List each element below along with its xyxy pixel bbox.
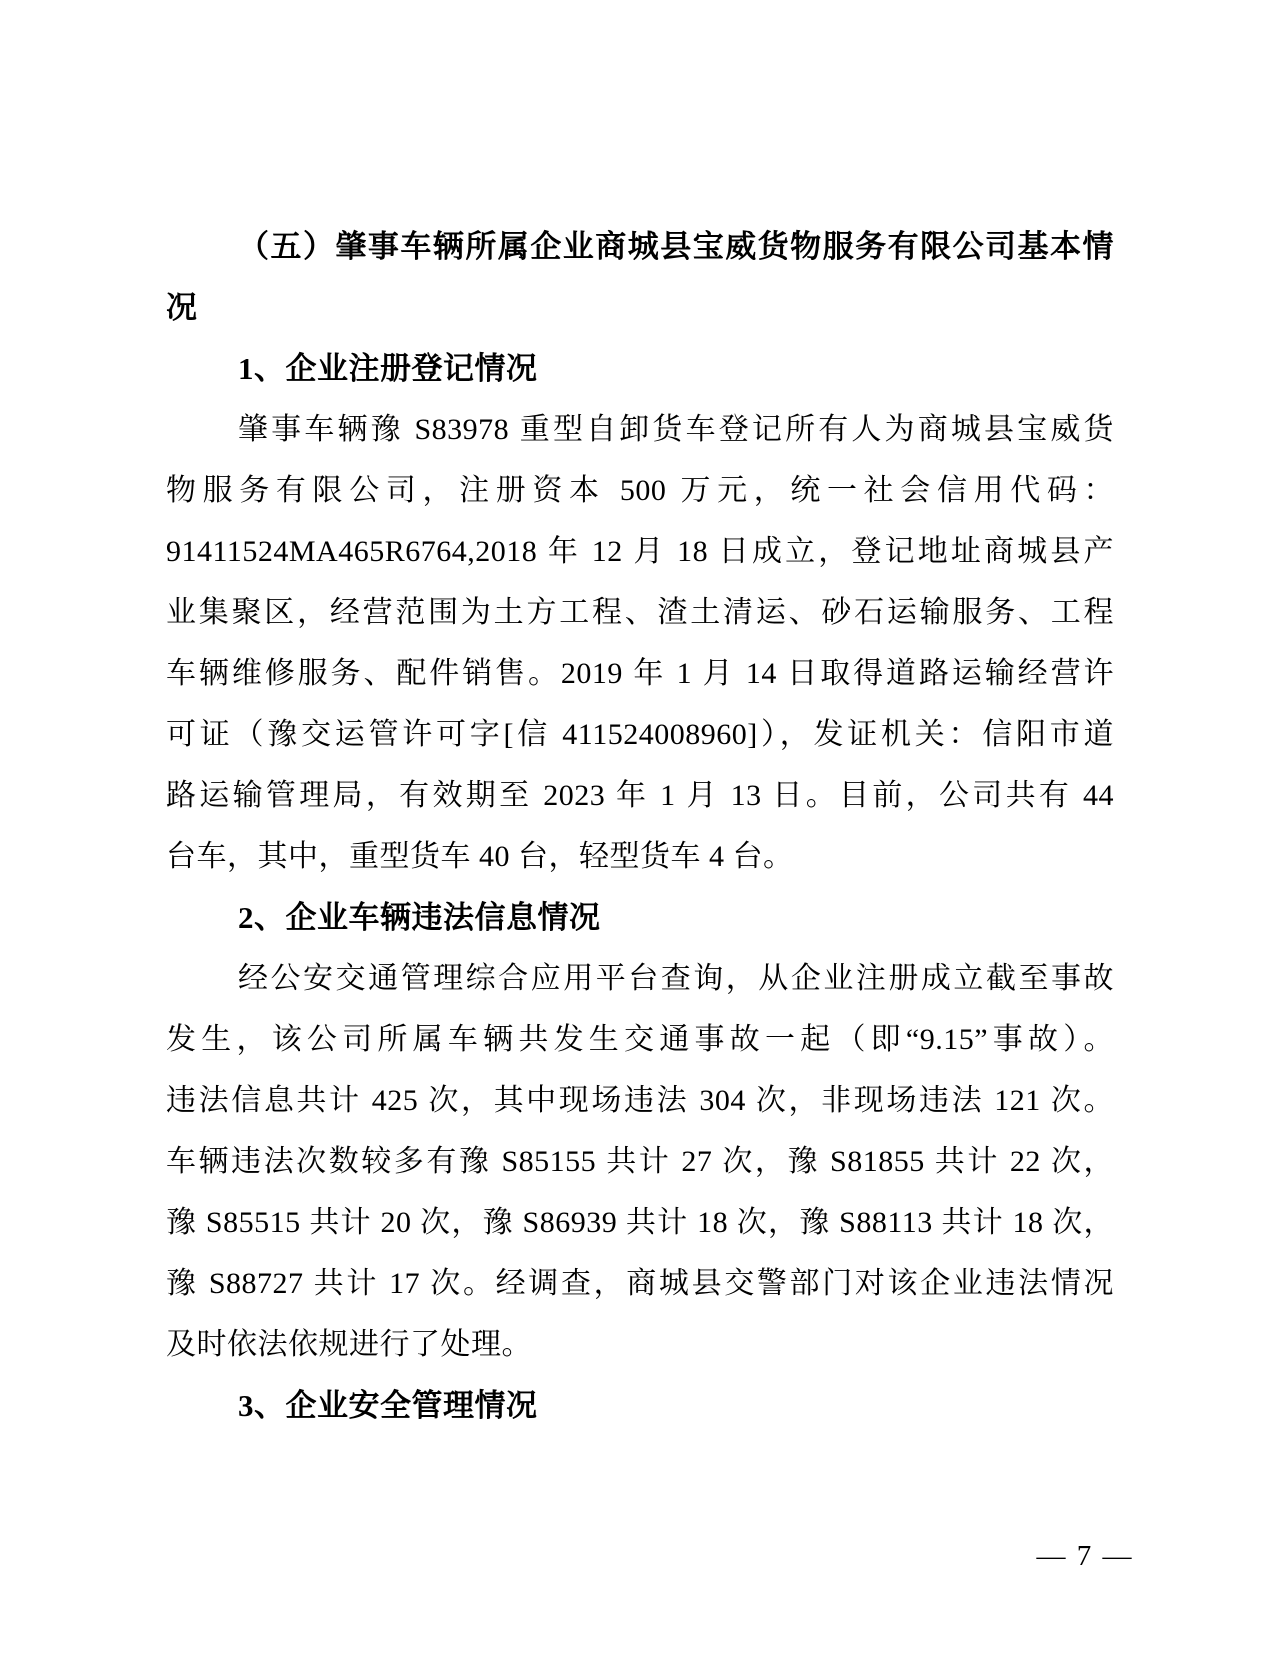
paragraph-line: 车辆维修服务、配件销售。2019 年 1 月 14 日取得道路运输经营许 xyxy=(166,657,1114,690)
page-number: — 7 — xyxy=(1036,1540,1134,1572)
paragraph-line: 91411524MA465R6764,2018 年 12 月 18 日成立，登记地址商城县产 xyxy=(166,535,1114,568)
section-heading-line-2: 况 xyxy=(166,290,198,325)
paragraph-line: 台车，其中，重型货车 40 台，轻型货车 4 台。 xyxy=(166,840,794,873)
paragraph-line: 肇事车辆豫 S83978 重型自卸货车登记所有人为商城县宝威货 xyxy=(238,413,1114,446)
paragraph-line: 车辆违法次数较多有豫 S85155 共计 27 次，豫 S81855 共计 22 次， xyxy=(166,1145,1114,1178)
paragraph-line: 经公安交通管理综合应用平台查询，从企业注册成立截至事故 xyxy=(238,962,1114,995)
paragraph-line: 豫 S85515 共计 20 次，豫 S86939 共计 18 次，豫 S88113 共计 18 次， xyxy=(166,1206,1114,1239)
paragraph-line: 业集聚区，经营范围为土方工程、渣土清运、砂石运输服务、工程 xyxy=(166,596,1114,629)
section-heading-line-1: （五）肇事车辆所属企业商城县宝威货物服务有限公司基本情 xyxy=(238,229,1114,264)
paragraph-line: 发生，该公司所属车辆共发生交通事故一起（即“9.15”事故）。 xyxy=(166,1023,1114,1056)
paragraph-line: 违法信息共计 425 次，其中现场违法 304 次，非现场违法 121 次。 xyxy=(166,1084,1114,1117)
paragraph-line: 及时依法依规进行了处理。 xyxy=(166,1328,532,1361)
subsection-1-title: 1、企业注册登记情况 xyxy=(238,351,538,386)
document-body xyxy=(166,216,1114,1436)
paragraph-line: 路运输管理局，有效期至 2023 年 1 月 13 日。目前，公司共有 44 xyxy=(166,779,1114,812)
subsection-2-title: 2、企业车辆违法信息情况 xyxy=(238,900,601,935)
paragraph-line: 豫 S88727 共计 17 次。经调查，商城县交警部门对该企业违法情况 xyxy=(166,1267,1114,1300)
paragraph-line: 可证（豫交运管许可字[信 411524008960]），发证机关：信阳市道 xyxy=(166,718,1114,751)
subsection-3-title: 3、企业安全管理情况 xyxy=(238,1388,538,1423)
paragraph-line: 物服务有限公司，注册资本 500 万元，统一社会信用代码： xyxy=(166,474,1114,507)
